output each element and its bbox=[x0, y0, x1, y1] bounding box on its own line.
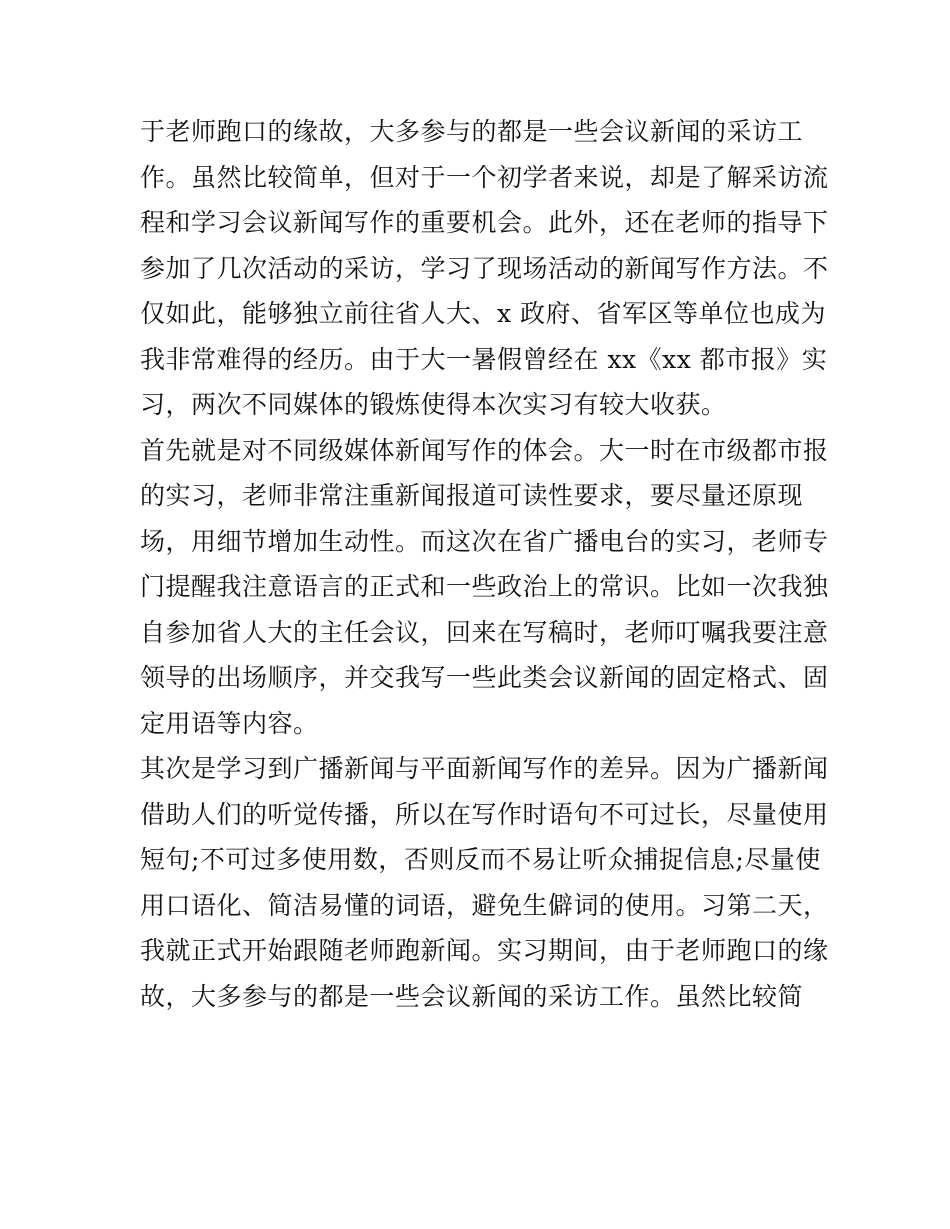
text-line: 作。虽然比较简单，但对于一个初学者来说，却是了解采访流 bbox=[140, 162, 829, 192]
text-line: 借助人们的听觉传播，所以在写作时语句不可过长，尽量使用 bbox=[140, 799, 829, 829]
text-line: 定用语等内容。 bbox=[140, 708, 319, 738]
text-line: 程和学习会议新闻写作的重要机会。此外，还在老师的指导下 bbox=[140, 208, 829, 237]
text-line: 自参加省人大的主任会议，回来在写稿时，老师叮嘱我要注意 bbox=[140, 617, 829, 647]
text-line: 场，用细节增加生动性。而这次在省广播电台的实习，老师专 bbox=[140, 526, 829, 556]
text-line: 其次是学习到广播新闻与平面新闻写作的差异。因为广播新闻 bbox=[140, 754, 829, 783]
text-line: 故，大多参与的都是一些会议新闻的采访工作。虽然比较简 bbox=[140, 981, 804, 1011]
text-line: 于老师跑口的缘故，大多参与的都是一些会议新闻的采访工 bbox=[140, 117, 804, 146]
text-line: 门提醒我注意语言的正式和一些政治上的常识。比如一次我独 bbox=[140, 572, 829, 601]
text-line: 领导的出场顺序，并交我写一些此类会议新闻的固定格式、固 bbox=[140, 663, 829, 692]
text-line: 首先就是对不同级媒体新闻写作的体会。大一时在市级都市报 bbox=[140, 435, 829, 465]
text-line: 参加了几次活动的采访，学习了现场活动的新闻写作方法。不 bbox=[140, 253, 829, 283]
text-line: 用口语化、简洁易懂的词语，避免生僻词的使用。习第二天， bbox=[140, 890, 829, 920]
text-line: 仅如此，能够独立前往省人大、x 政府、省军区等单位也成为 bbox=[140, 299, 827, 328]
text-line: 我非常难得的经历。由于大一暑假曾经在 xx《xx 都市报》实 bbox=[140, 344, 828, 374]
text-line: 短句;不可过多使用数，否则反而不易让听众捕捉信息;尽量使 bbox=[140, 845, 821, 874]
text-line: 的实习，老师非常注重新闻报道可读性要求，要尽量还原现 bbox=[140, 481, 804, 510]
text-line: 习，两次不同媒体的锻炼使得本次实习有较大收获。 bbox=[140, 390, 727, 419]
document-body bbox=[140, 109, 829, 1019]
text-line: 我就正式开始跟随老师跑新闻。实习期间，由于老师跑口的缘 bbox=[140, 936, 829, 965]
